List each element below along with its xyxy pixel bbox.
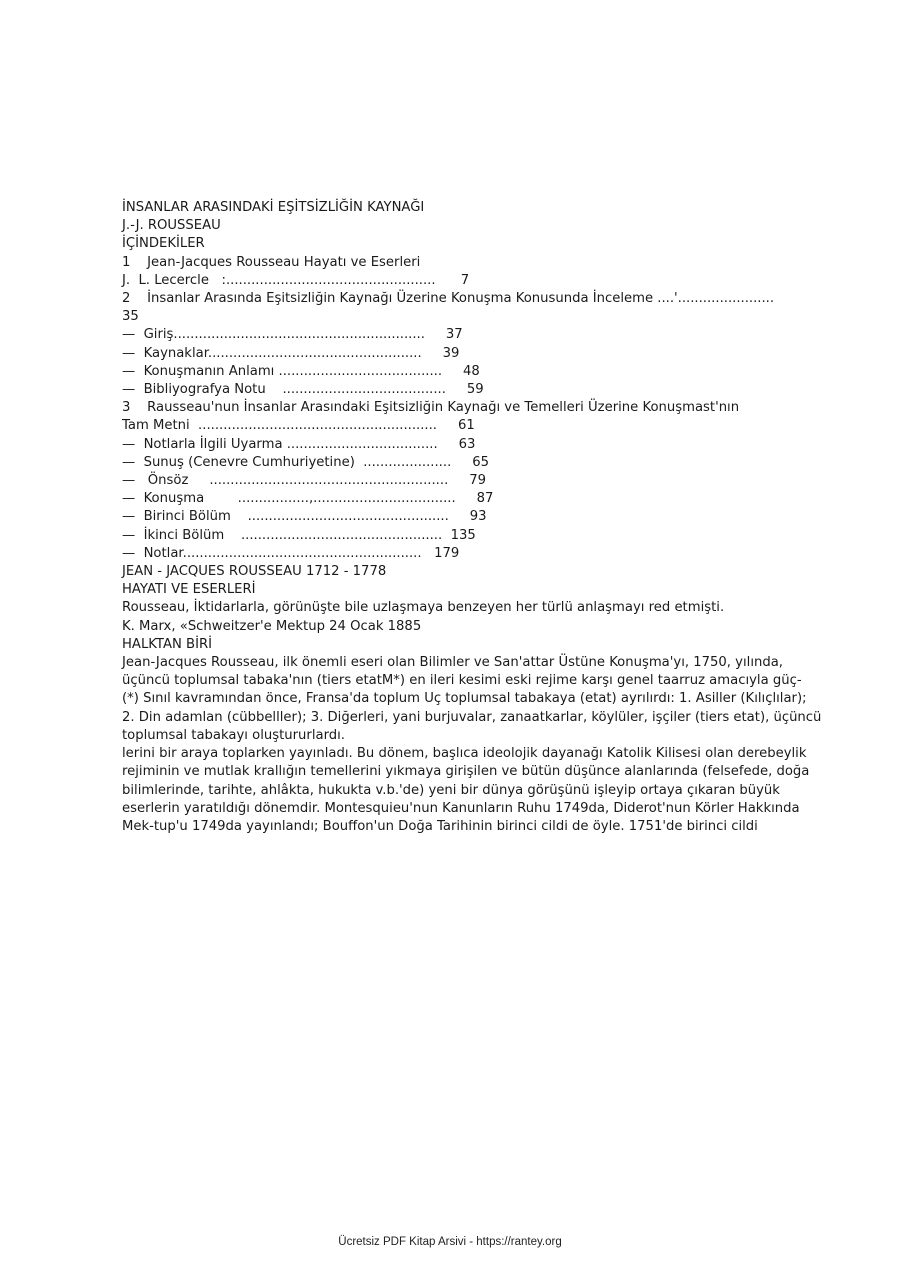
- toc-entry: — İkinci Bölüm ................................................ 135: [122, 527, 476, 543]
- epigraph-source: K. Marx, «Schweitzer'e Mektup 24 Ocak 1885: [122, 618, 422, 634]
- toc-entry: — Konuşma .................,.................................. 87: [122, 491, 494, 507]
- body-paragraph: lerini bir araya toplarken yayınladı. Bu dönem, başlıca ideolojik dayanağı Katolik Kilisesi olan derebeylik rejiminin ve mutlak krallığın temellerini yıkmaya girişilen ve bütün düşünce alanlarında (felsefede, doğa bilimlerinde, tarihte, ahlâkta, hukukta v.b.'de) yeni bir dünya görüşünü işleyip ortaya çıkaran büyük eserlerin yaratıldığı dönemdir. Montesquieu'nun Kanunların Ruhu 1749da, Diderot'nun Körler Hakkında Mek-tup'u 1749da yayınlandı; Bouffon'un Doğa Tarihinin birinci cildi de öyle. 1751'de birinci cildi: [122, 746, 810, 834]
- footnote-paragraph: (*) Sınıl kavramından önce, Fransa'da toplum Uç toplumsal tabakaya (etat) ayrılırdı: 1. Asiller (Kılıçlılar); 2. Din adamlan (cübbelller); 3. Diğerleri, yani burjuvalar, zanaatkarlar, köylüler, işçiler (tiers etat), üçüncü toplumsal tabakayı oluştururlardı.: [122, 691, 822, 743]
- toc-entry: — Giriş............................................................ 37: [122, 327, 463, 343]
- book-author: J.-J. ROUSSEAU: [122, 218, 221, 234]
- toc-entry: 3 Rausseau'nun İnsanlar Arasındaki Eşitsizliğin Kaynağı ve Temelleri Üzerine Konuşmast'nın: [122, 400, 740, 416]
- toc-entry: — Notlar......................................................... 179: [122, 545, 460, 561]
- toc-entry: — Notlarla İlgili Uyarma .................................... 63: [122, 436, 476, 452]
- toc-entry: — Önsöz ......................................................... 79: [122, 473, 487, 489]
- section-heading: JEAN - JACQUES ROUSSEAU 1712 - 1778: [122, 564, 387, 580]
- epigraph-quote: Rousseau, İktidarlarla, görünüşte bile uzlaşmaya benzeyen her türlü anlaşmayı red etmişti.: [122, 600, 725, 616]
- toc-entry: — Bibliyografya Notu ....................................... 59: [122, 382, 484, 398]
- section-subheading: HAYATI VE ESERLERİ: [122, 582, 256, 598]
- toc-entry: 2 İnsanlar Arasında Eşitsizliğin Kaynağı Üzerine Konuşma Konusunda İnceleme ....'.......................: [122, 291, 775, 307]
- toc-entry: 35: [122, 309, 139, 325]
- body-paragraph: Jean-Jacques Rousseau, ilk önemli eseri olan Bilimler ve San'attar Üstüne Konuşma'yı, 1750, yılında, üçüncü toplumsal tabaka'nın (tiers etatM*) en ileri kesimi eski rejime karşı genel taarruz amacıyla güç-: [122, 655, 802, 689]
- chapter-heading: HALKTAN BİRİ: [122, 636, 213, 652]
- toc-entry: — Konuşmanın Anlamı ....................................... 48: [122, 363, 480, 379]
- document-body: [122, 199, 822, 836]
- toc-entry: — Sunuş (Cenevre Cumhuriyetine) ..................... 65: [122, 454, 489, 470]
- toc-heading: İÇİNDEKİLER: [122, 236, 205, 252]
- toc-entry: J. L. Lecercle :.................................................. 7: [122, 272, 470, 288]
- toc-entry: Tam Metni ......................................................... 61: [122, 418, 475, 434]
- toc-entry: 1 Jean-Jacques Rousseau Hayatı ve Eserleri: [122, 254, 421, 270]
- page-footer: Ücretsiz PDF Kitap Arsivi - https://rantey.org: [338, 1236, 562, 1248]
- toc-entry: — Birinci Bölüm ................................................ 93: [122, 509, 487, 525]
- book-title: İNSANLAR ARASINDAKİ EŞİTSİZLİĞİN KAYNAĞI: [122, 200, 425, 215]
- toc-entry: — Kaynaklar................................................... 39: [122, 345, 460, 361]
